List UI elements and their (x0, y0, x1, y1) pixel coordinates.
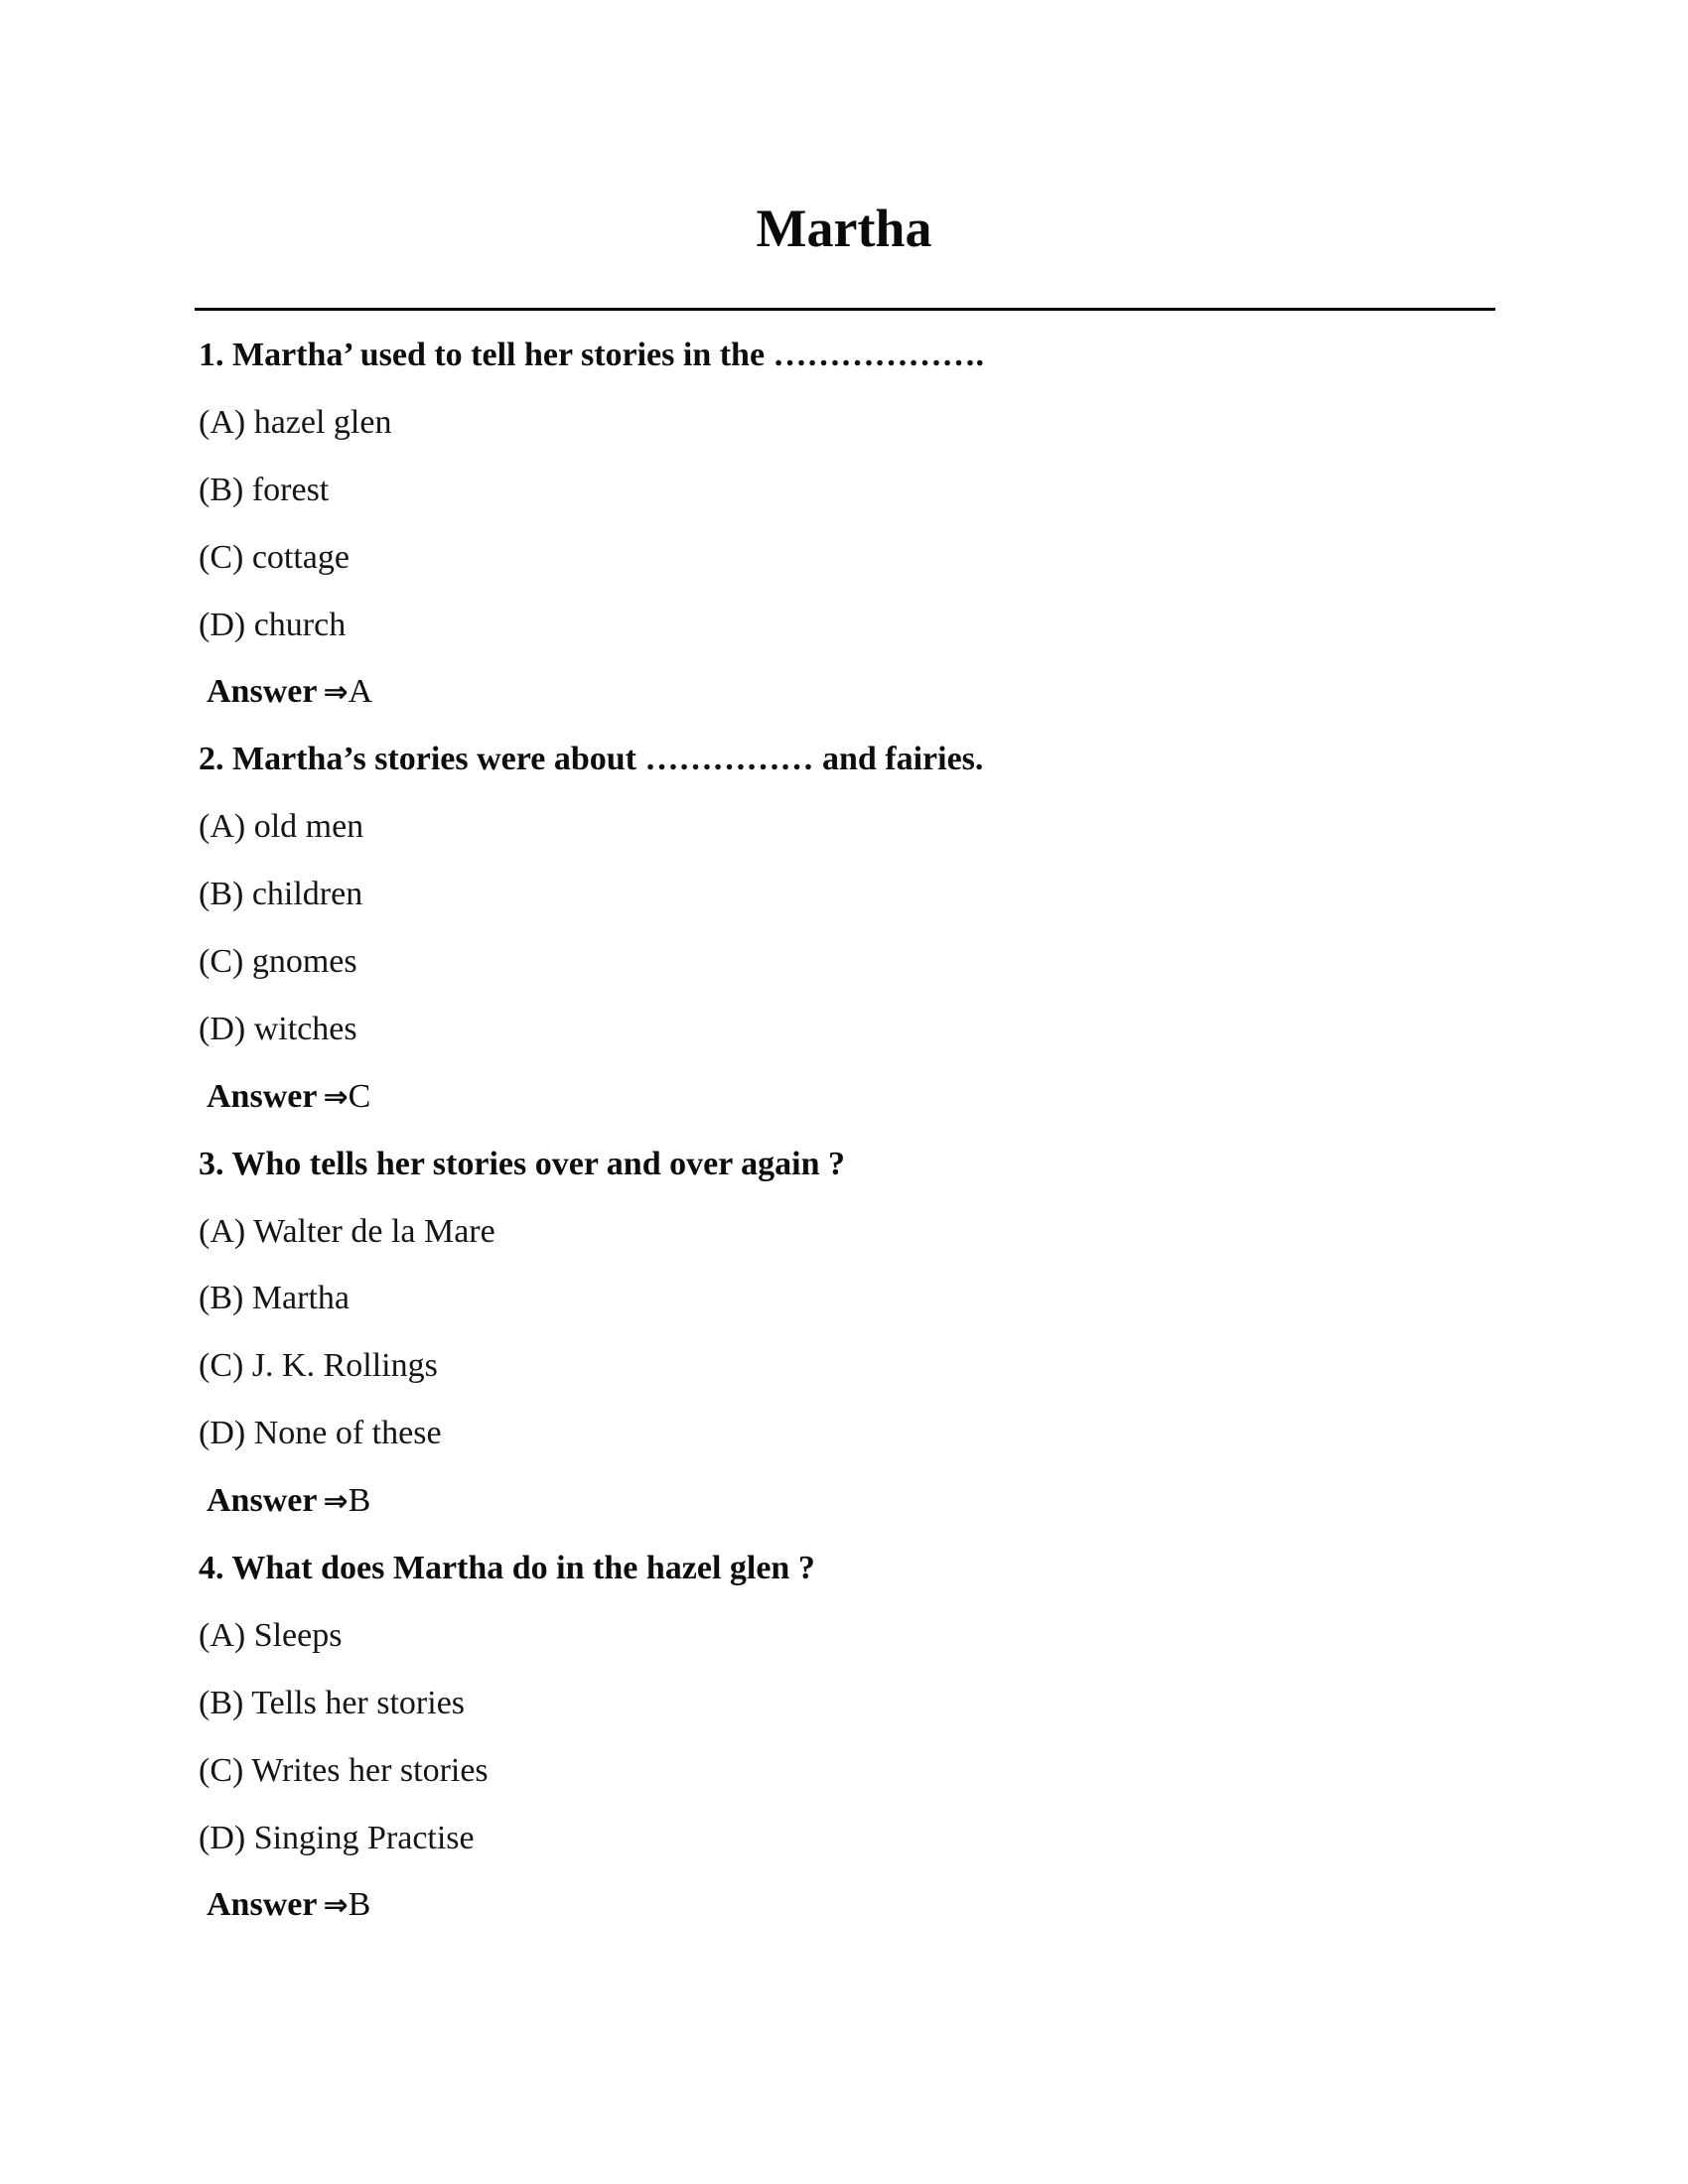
option-c (199, 1346, 1489, 1414)
option-text: church (253, 606, 347, 643)
option-label: (D) (199, 1010, 246, 1047)
question-list (199, 336, 1489, 1953)
answer-line (199, 1077, 1489, 1145)
double-arrow-icon: ⇒ (323, 675, 349, 711)
option-text: old men (253, 808, 364, 846)
question-text: 3. Who tells her stories over and over again ? (199, 1145, 846, 1182)
option-d (199, 606, 1489, 673)
question-text: 1. Martha’ used to tell her stories in the ………………. (199, 337, 985, 373)
option-label: (B) (199, 471, 244, 508)
option-label: (A) (199, 403, 246, 441)
option-a (199, 1212, 1489, 1280)
answer-line (199, 1885, 1489, 1953)
answer-label: Answer (207, 1886, 318, 1924)
option-d (199, 1819, 1489, 1886)
question-block-4 (199, 1549, 1489, 1953)
option-c (199, 942, 1489, 1010)
option-b (199, 1279, 1489, 1346)
option-text: None of these (253, 1415, 442, 1452)
option-label: (C) (199, 1347, 244, 1385)
option-a (199, 403, 1489, 471)
double-arrow-icon: ⇒ (323, 1484, 349, 1520)
answer-value: B (348, 1482, 371, 1520)
option-label: (D) (199, 606, 246, 643)
answer-label: Answer (207, 1482, 318, 1520)
option-text: forest (251, 471, 330, 508)
option-label: (A) (199, 1616, 246, 1654)
question-text: 4. What does Martha do in the hazel glen ? (199, 1550, 815, 1587)
question-text: 2. Martha’s stories were about …………… and fairies. (199, 741, 984, 778)
option-b (199, 471, 1489, 538)
question-block-3 (199, 1145, 1489, 1549)
option-text: children (251, 876, 363, 913)
answer-value: A (348, 673, 373, 711)
option-a (199, 1616, 1489, 1684)
option-text: cottage (251, 538, 350, 576)
option-c (199, 538, 1489, 606)
option-label: (C) (199, 943, 244, 981)
option-d (199, 1010, 1489, 1077)
option-label: (A) (199, 1212, 246, 1250)
answer-label: Answer (207, 1077, 318, 1115)
answer-line (199, 1481, 1489, 1549)
option-text: J. K. Rollings (251, 1347, 438, 1385)
option-label: (A) (199, 808, 246, 846)
answer-value: B (348, 1886, 371, 1924)
option-text: Martha (251, 1280, 351, 1317)
page-title: Martha (756, 199, 932, 258)
question-block-2 (199, 740, 1489, 1144)
option-text: Sleeps (253, 1616, 343, 1654)
option-label: (B) (199, 876, 244, 913)
option-c (199, 1751, 1489, 1819)
double-arrow-icon: ⇒ (323, 1079, 349, 1115)
double-arrow-icon: ⇒ (323, 1888, 349, 1924)
option-text: hazel glen (253, 403, 392, 441)
answer-label: Answer (207, 673, 318, 711)
option-text: Writes her stories (251, 1751, 489, 1789)
option-a (199, 807, 1489, 875)
option-label: (C) (199, 1751, 244, 1789)
option-b (199, 1684, 1489, 1751)
option-text: witches (253, 1010, 357, 1047)
option-label: (B) (199, 1684, 244, 1721)
option-text: Tells her stories (251, 1684, 466, 1721)
option-d (199, 1414, 1489, 1481)
title-divider (195, 308, 1495, 311)
option-label: (D) (199, 1415, 246, 1452)
option-label: (C) (199, 538, 244, 576)
answer-line (199, 672, 1489, 740)
option-label: (B) (199, 1280, 244, 1317)
option-text: Walter de la Mare (253, 1212, 495, 1250)
option-label: (D) (199, 1819, 246, 1856)
question-block-1 (199, 336, 1489, 740)
option-text: Singing Practise (253, 1819, 475, 1856)
option-text: gnomes (251, 943, 357, 981)
answer-value: C (348, 1077, 371, 1115)
option-b (199, 875, 1489, 942)
